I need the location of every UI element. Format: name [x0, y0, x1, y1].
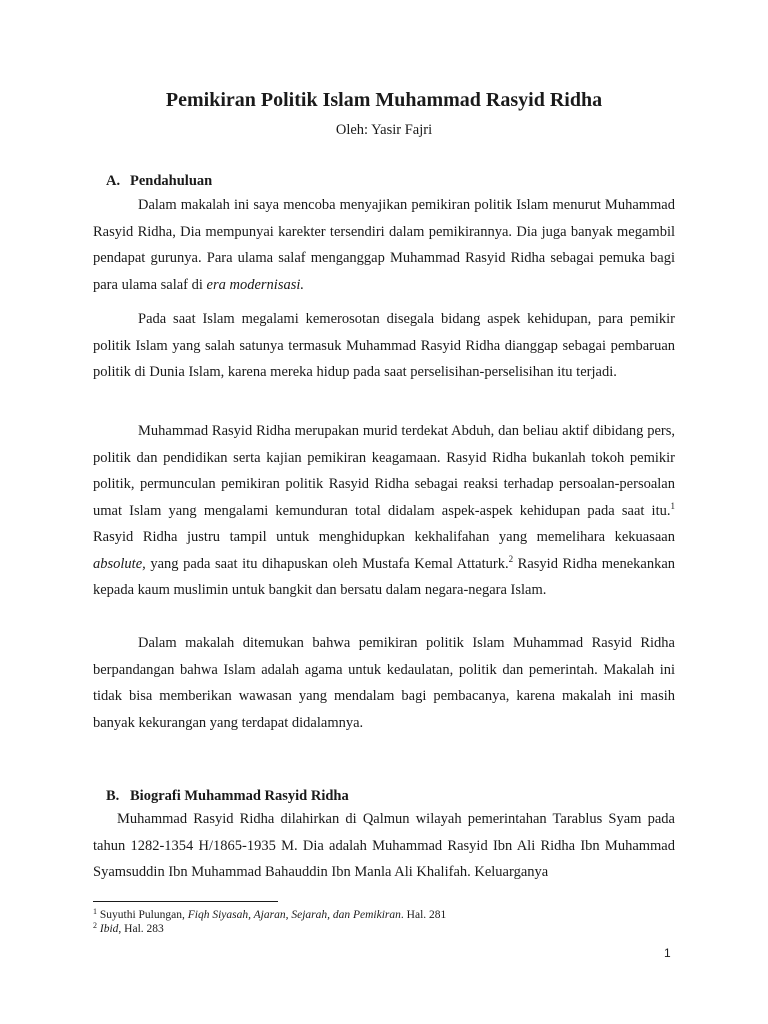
- section-a-heading: [106, 171, 212, 191]
- footnote-page: , Hal. 283: [118, 923, 164, 935]
- footnote-ref-1[interactable]: 1: [670, 500, 675, 511]
- footnote-marker: 1: [93, 907, 97, 916]
- section-b-title: Biografi Muhammad Rasyid Ridha: [130, 788, 349, 804]
- footnote-author: Suyuthi Pulungan,: [99, 909, 188, 921]
- footnote-1: [93, 908, 675, 922]
- footnote-work: Fiqh Siyasah, Ajaran, Sejarah, dan Pemikiran: [187, 909, 401, 921]
- footnote-page: . Hal. 281: [400, 909, 447, 921]
- section-b-paragraph-1: Muhammad Rasyid Ridha dilahirkan di Qalmun wilayah pemerintahan Tarablus Syam pada tahun 1282-1354 H/1865-1935 M. Dia adalah Muhammad Rasyid Ibn Ali Ridha Ibn Muhammad Syamsuddin Ibn Muhammad Bahauddin Ibn Manla Ali Khalifah. Keluarganya: [93, 811, 675, 880]
- footnote-2: [93, 922, 675, 936]
- italic-term: absolute,: [93, 555, 146, 572]
- document-title: Pemikiran Politik Islam Muhammad Rasyid Ridha: [165, 89, 603, 111]
- section-a-paragraph-4: Dalam makalah ditemukan bahwa pemikiran politik Islam Muhammad Rasyid Ridha berpandangan bahwa Islam adalah agama untuk kedaulatan, politik dan pemerintah. Makalah ini tidak bisa memberikan wawasan yang mendalam bagi pembacanya, karena makalah ini masih banyak kekurangan yang terdapat didalamnya.: [93, 635, 675, 731]
- paragraph-text: Rasyid Ridha menekankan kepada kaum muslimin untuk bangkit dan bersatu dalam negara-negara Islam.: [93, 555, 675, 598]
- paragraph-text: Dalam makalah ini saya mencoba menyajikan pemikiran politik Islam menurut Muhammad Rasyid Ridha, Dia mempunyai karekter tersendiri dalam pemikirannya. Dia juga banyak megambil pendapat gurunya. Para ulama salaf menganggap Muhammad Rasyid Ridha sebagai pemuka bagi para ulama salaf di: [93, 197, 675, 293]
- footnote-divider: [93, 901, 278, 902]
- paragraph-text: yang pada saat itu dihapuskan oleh Mustafa Kemal Attaturk.: [145, 555, 509, 572]
- italic-term: era modernisasi.: [206, 276, 305, 293]
- section-a-number: A.: [106, 173, 121, 189]
- section-a-paragraph-1: [93, 192, 675, 298]
- footnote-work: Ibid: [99, 923, 119, 935]
- page-number: 1: [664, 946, 671, 960]
- section-a-paragraph-3: [93, 418, 675, 604]
- section-b-heading: [106, 786, 349, 806]
- paragraph-text: Rasyid Ridha justru tampil untuk menghidupkan kekhalifahan yang memelihara kekuasaan: [93, 529, 675, 545]
- section-a-paragraph-2: Pada saat Islam megalami kemerosotan disegala bidang aspek kehidupan, para pemikir politik Islam yang salah satunya termasuk Muhammad Rasyid Ridha dianggap sebagai pembaruan politik di Dunia Islam, karena mereka hidup pada saat perselisihan-perselisihan itu terjadi.: [93, 311, 675, 380]
- footnote-marker: 2: [93, 921, 97, 930]
- author-line: Oleh: Yasir Fajri: [335, 122, 433, 138]
- section-a-title: Pendahuluan: [130, 173, 213, 189]
- section-b-number: B.: [106, 788, 120, 804]
- paragraph-text: Muhammad Rasyid Ridha merupakan murid terdekat Abduh, dan beliau aktif dibidang pers, politik dan pendidikan serta kajian pemikiran keagamaan. Rasyid Ridha bukanlah tokoh pemikir politik, permunculan pemikiran politik Rasyid Ridha sebagai reaksi terhadap persoalan-persoalan umat Islam yang mengalami kemunduran total didalam aspek-aspek kehidupan pada saat itu.: [93, 423, 675, 519]
- footnote-ref-2[interactable]: 2: [508, 553, 514, 564]
